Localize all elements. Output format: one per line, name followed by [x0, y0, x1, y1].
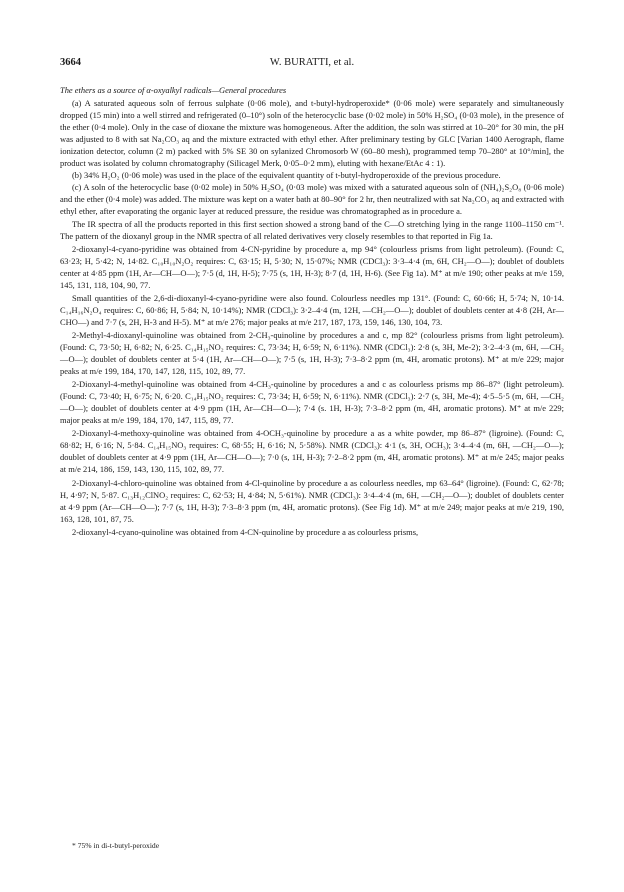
paragraph-ir-spectra: The IR spectra of all the products reported in this first section showed a strong band of the C—O stretching lying in the range 1100–1150 cm⁻¹. The pattern of the dioxanyl group in the NMR spectra of all related derivatives very closely resembles to that reported in Fig 1a.: [60, 218, 564, 241]
section-heading: The ethers as a source of α-oxyalkyl radicals—General procedures: [60, 85, 287, 95]
paragraph-chloro-quinoline: 2-Dioxanyl-4-chloro-quinoline was obtained from 4-Cl-quinoline by procedure a as colourless needles, mp 63–64° (ligroine). (Found: C, 62·78; H, 4·97; N, 5·87. C₁₃H₁₂ClNO₂ requires: C, 62·53; H, 4·84; N, 5·61%). NMR (CDCl₃): 3·4–4·4 (m, 6H, —CH₂—O—); doublet of doublets center at 4·9 ppm (Ar—CH—O—); 7·7 (s, 1H, H-3); 7·3–8·3 ppm (m, 4H, aromatic protons). (See Fig 1d). M⁺ at m/e 249; major peaks at m/e 219, 190, 163, 128, 101, 87, 75.: [60, 477, 564, 524]
paragraph-procedure-a: (a) A saturated aqueous soln of ferrous sulphate (0·06 mole), and t-butyl-hydroperoxide* (0·06 mole) were separately and simultaneously dropped (15 min) into a well stirred and refrigerated (0–10°) soln of the heterocyclic base (0·02 mole) in 50% H₂SO₄ (0·03 mole), in the presence of the ether (0·4 mole). Only in the case of dioxane the mixture was homogeneous. After the addition, the soln was stirred at 10–20° for 30 min, the pH was adjusted to 8 with sat Na₂CO₃ aq and the mixture extracted with ethyl ether. After preliminary testing by GLC [Varian 1400 Aerograph, flame ionization detector, column (2 m) packed with 5% SE 30 on sylanized Chromosorb W (60–80 mesh), programmed temp 70–280° at 10°/min], the product was isolated by column chromatography (Silicagel Merk, 0·05–0·2 mm), eluting with hexane/EtAc 4 : 1).: [60, 98, 564, 169]
page-number: 3664: [60, 57, 81, 68]
paragraph-cyano-pyridine: 2-dioxanyl-4-cyano-pyridine was obtained from 4-CN-pyridine by procedure a, mp 94° (colourless prisms from light petroleum). (Found: C, 63·23; H, 5·42; N, 14·82. C₁₀H₁₀N₂O₂ requires: C, 63·15; H, 5·30; N, 15·07%; NMR (CDCl₃): 3·3–4·4 (m, 6H, CH₂—O—); doublet of doublets center at 4·85 ppm (1H, Ar—CH—O—); 7·5 (d, 1H, H-5); 7·75 (s, 1H, H-3); 8·7 (d, 1H, H-6). (See Fig 1a). M⁺ at m/e 190; other peaks at m/e 159, 145, 131, 118, 104, 90, 77.: [60, 243, 564, 290]
paragraph-methoxy-quinoline: 2-Dioxanyl-4-methoxy-quinoline was obtained from 4-OCH₃-quinoline by procedure a as a white powder, mp 86–87° (ligroine). (Found: C, 68·82; H, 6·16; N, 5·84. C₁₄H₁₅NO₃ requires: C, 68·55; H, 6·16; N, 5·58%). NMR (CDCl₃): 4·1 (s, 3H, OCH₃); 3·4–4·4 (m, 6H, —CH₂—O—); doublet of doublets center at 4·9 ppm (1H, Ar—CH—O—); 7·0 (s, 1H, H-3); 7·2–8·2 ppm (m, 4H, aromatic protons). M⁺ at m/e 245; major peaks at m/e 214, 186, 159, 143, 130, 115, 102, 89, 77.: [60, 428, 564, 475]
paragraph-methyl-dioxanyl-quinoline: 2-Methyl-4-dioxanyl-quinoline was obtained from 2-CH₃-quinoline by procedures a and c, mp 82° (colourless prisms from light petroleum). (Found: C, 73·50; H, 6·82; N, 6·25. C₁₄H₁₅NO₂ requires: C, 73·34; H, 6·59; N, 6·11%). NMR (CDCl₃): 2·8 (s, 3H, Me-2); 3·2–4·3 (m, 6H, —CH₂—O—); doublet of doublets center at 5·4 (1H, Ar—CH—O—); 7·5 (s, 1H, H-3); 7·3–8·2 ppm (m, 4H, aromatic protons). M⁺ at m/e 229; major peaks at m/e 199, 184, 170, 147, 128, 115, 102, 89, 77.: [60, 329, 564, 377]
article-body: [60, 84, 564, 538]
paragraph-procedure-b: (b) 34% H₂O₂ (0·06 mole) was used in the place of the equivalent quantity of t-butyl-hydroperoxide of the previous procedure.: [72, 170, 501, 181]
running-head: W. BURATTI, et al.: [269, 57, 355, 68]
paragraph-cyano-quinoline: 2-dioxanyl-4-cyano-quinoline was obtained from 4-CN-quinoline by procedure a as colourless prisms,: [72, 526, 419, 537]
footnote: * 75% in di-t-butyl-peroxide: [72, 841, 160, 850]
paragraph-procedure-c: (c) A soln of the heterocyclic base (0·02 mole) in 50% H₂SO₄ (0·03 mole) was mixed with a saturated aqueous soln of (NH₄)₂S₂O₈ (0·06 mole) and the ether (0·4 mole) was added. The mixture was kept on a water bath at 80–90° for 2 hr, then neutralized with sat Na₂CO₃ aq and extracted with ethyl ether, after evaporating the organic layer at reduced pressure, the residue was chromatographed as in procedure a.: [60, 182, 564, 217]
page-header: [60, 57, 564, 71]
paragraph-dioxanyl-methyl-quinoline: 2-Dioxanyl-4-methyl-quinoline was obtained from 4-CH₃-quinoline by procedures a and c as colourless prisms mp 86–87° (light petroleum). (Found: C, 73·40; H, 6·75; N, 6·20. C₁₄H₁₅NO₂ requires: C, 73·34; H, 6·59; N, 6·11%). NMR (CDCl₃): 2·7 (s, 3H, Me-4); 4·5–5·5 (m, 6H, —CH₂—O—); doublet of doublets center at 4·9 ppm (1H, Ar—CH—O—); 7·4 (s. 1H, H-3); 7·3–8·2 ppm (m, 4H, aromatic protons). M⁺ at m/e 229; major peaks at m/e 199, 184, 170, 147, 115, 89, 77.: [60, 379, 564, 426]
paragraph-di-dioxanyl: Small quantities of the 2,6-di-dioxanyl-4-cyano-pyridine were also found. Colourless needles mp 131°. (Found: C, 60·66; H, 5·74; N, 10·14. C₁₄H₁₆N₂O₄ requires: C, 60·86; H, 5·84; N, 10·14%); NMR (CDCl₃): 3·2–4·4 (m, 12H, —CH₂—O—); doublet of doublets center at 4·8 (2H, Ar—CHO—) and 7·7 (s, 2H, H-3 and H-5). M⁺ at m/e 276; major peaks at m/e 217, 187, 173, 159, 146, 130, 104, 73.: [60, 292, 564, 327]
